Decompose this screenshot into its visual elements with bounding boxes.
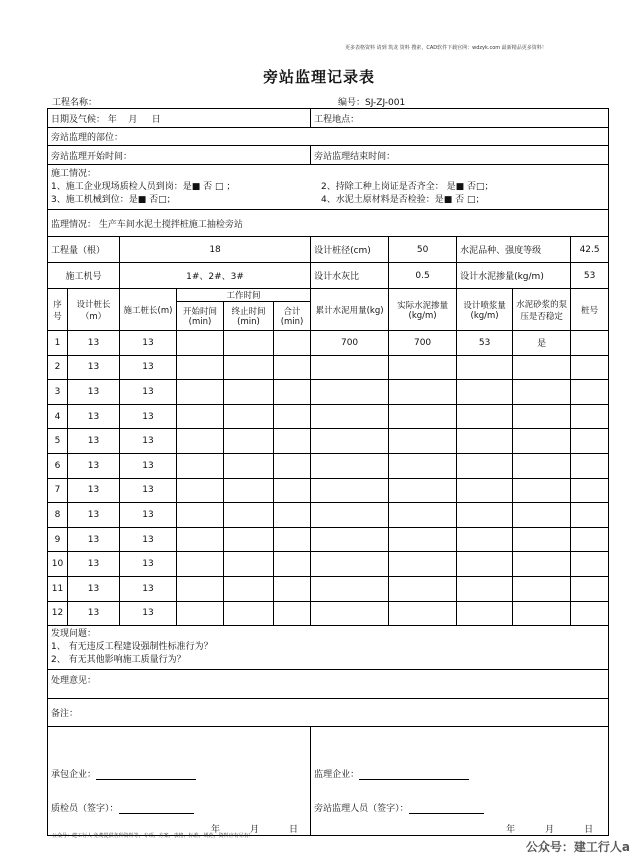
- cell-design: 13: [68, 503, 120, 528]
- cell-spray: [457, 355, 513, 380]
- table-row: [48, 552, 609, 577]
- cell-cum: [311, 453, 389, 478]
- table-row: [48, 404, 609, 429]
- cell-stable: [513, 576, 571, 601]
- table-row: [48, 453, 609, 478]
- table-row: [48, 331, 609, 356]
- cell-actual: [389, 380, 457, 405]
- cell-pile: [571, 453, 609, 478]
- cell-start: [177, 503, 224, 528]
- wc-ratio-label: 设计水灰比: [311, 263, 389, 289]
- cell-seq: 11: [48, 576, 68, 601]
- cell-start: [177, 552, 224, 577]
- cell-spray: [457, 429, 513, 454]
- cell-pile: [571, 404, 609, 429]
- col-pump-pressure: 水泥砂浆的泵压是否稳定: [513, 289, 571, 331]
- cell-cum: [311, 552, 389, 577]
- cell-total: [274, 527, 311, 552]
- start-time-cell: 旁站监理开始时间：: [48, 146, 311, 165]
- machine-value: 1#、2#、3#: [120, 263, 311, 289]
- cell-pile: [571, 527, 609, 552]
- cell-actual: [389, 429, 457, 454]
- cell-design: 13: [68, 478, 120, 503]
- cell-stable: [513, 478, 571, 503]
- cell-total: [274, 601, 311, 626]
- cell-start: [177, 576, 224, 601]
- date-weather-cell: 日期及气候： 年 月 日: [48, 109, 311, 128]
- cell-total: [274, 503, 311, 528]
- dosage-label: 设计水泥掺量(kg/m): [457, 263, 571, 289]
- cell-total: [274, 331, 311, 356]
- cell-end: [224, 552, 274, 577]
- cell-built: 13: [120, 478, 177, 503]
- cell-cum: [311, 404, 389, 429]
- cell-actual: [389, 552, 457, 577]
- cell-seq: 8: [48, 503, 68, 528]
- cell-seq: 12: [48, 601, 68, 626]
- cell-end: [224, 331, 274, 356]
- cell-total: [274, 478, 311, 503]
- supervisor-sign-cell: 监理企业： 旁站监理人员（签字）： 年 月 日: [311, 727, 609, 836]
- cell-end: [224, 527, 274, 552]
- cell-spray: [457, 404, 513, 429]
- cell-cum: [311, 478, 389, 503]
- cell-stable: [513, 601, 571, 626]
- cell-start: [177, 478, 224, 503]
- cell-built: 13: [120, 576, 177, 601]
- cell-seq: 4: [48, 404, 68, 429]
- construction-status-cell: 施工情况： 1、施工企业现场质检人员到岗：是■ 否 □ ； 2、持除工种上岗证是否齐全： 是■ 否□； 3、施工机械到位：是■ 否□； 4、水泥土原材料是否检验：是■ 否 □；: [48, 165, 609, 210]
- footer-note: 公众号：建工行人 免费提供各种资料等，专项、方案、表格、标准、规范、资料应有尽有！: [52, 833, 254, 839]
- cell-total: [274, 552, 311, 577]
- location-cell: 工程地点：: [311, 109, 609, 128]
- cell-start: [177, 355, 224, 380]
- cell-pile: [571, 601, 609, 626]
- cell-spray: [457, 503, 513, 528]
- document-title: 旁站监理记录表: [262, 68, 375, 86]
- col-design-length: 设计桩长（m）: [68, 289, 120, 331]
- diameter-label: 设计桩径(cm): [311, 237, 389, 263]
- project-name-label: 工程名称：: [52, 98, 98, 108]
- col-design-spray: 设计喷浆量(kg/m): [457, 289, 513, 331]
- number-label: 编号：: [338, 98, 366, 108]
- cell-cum: [311, 503, 389, 528]
- table-row: [48, 478, 609, 503]
- cell-seq: 9: [48, 527, 68, 552]
- cell-end: [224, 404, 274, 429]
- cell-stable: 是: [513, 331, 571, 356]
- table-row: [48, 601, 609, 626]
- col-built-length: 施工桩长(m): [120, 289, 177, 331]
- supervisor-org-sign-line: [359, 779, 469, 780]
- record-table: [47, 108, 609, 836]
- cell-total: [274, 380, 311, 405]
- cell-design: 13: [68, 355, 120, 380]
- cell-design: 13: [68, 527, 120, 552]
- cell-built: 13: [120, 552, 177, 577]
- cell-actual: [389, 601, 457, 626]
- cell-cum: [311, 527, 389, 552]
- cell-actual: [389, 453, 457, 478]
- cell-built: 13: [120, 453, 177, 478]
- col-total-time: 合计(min): [274, 302, 311, 331]
- cell-total: [274, 453, 311, 478]
- cell-cum: [311, 576, 389, 601]
- quantity-value: 18: [120, 237, 311, 263]
- cell-design: 13: [68, 552, 120, 577]
- cell-spray: [457, 380, 513, 405]
- data-rows: [48, 331, 609, 626]
- number-field: [338, 95, 405, 108]
- col-seq: 序号: [48, 289, 68, 331]
- cell-cum: [311, 429, 389, 454]
- cell-actual: [389, 404, 457, 429]
- cell-stable: [513, 380, 571, 405]
- top-note: 更多表格资料 请到 筑龙 资料 搜索，CAD软件下载官网：wdzyk.com 最新精品更多资料！: [345, 45, 547, 51]
- supervisor-sign-line: [409, 813, 484, 814]
- cell-cum: [311, 601, 389, 626]
- cell-cum: [311, 355, 389, 380]
- cell-pile: [571, 380, 609, 405]
- cell-end: [224, 478, 274, 503]
- cell-pile: [571, 429, 609, 454]
- cell-pile: [571, 576, 609, 601]
- cell-built: 13: [120, 404, 177, 429]
- cell-built: 13: [120, 527, 177, 552]
- contractor-sign-cell: 承包企业： 质检员（签字）： 年 月 日: [48, 727, 311, 836]
- wc-ratio-value: 0.5: [389, 263, 457, 289]
- dosage-value: 53: [571, 263, 609, 289]
- diameter-value: 50: [389, 237, 457, 263]
- cell-start: [177, 453, 224, 478]
- cell-actual: [389, 503, 457, 528]
- cell-cum: 700: [311, 331, 389, 356]
- col-cumulative-cement: 累计水泥用量(kg): [311, 289, 389, 331]
- number-value: SJ-ZJ-001: [365, 98, 406, 108]
- cell-start: [177, 527, 224, 552]
- cell-built: 13: [120, 429, 177, 454]
- cell-design: 13: [68, 404, 120, 429]
- cell-spray: 53: [457, 331, 513, 356]
- cell-spray: [457, 552, 513, 577]
- contractor-sign-line: [96, 779, 196, 780]
- cell-built: 13: [120, 503, 177, 528]
- cell-stable: [513, 404, 571, 429]
- cell-stable: [513, 527, 571, 552]
- cement-grade-value: 42.5: [571, 237, 609, 263]
- cell-end: [224, 453, 274, 478]
- cell-pile: [571, 478, 609, 503]
- table-row: [48, 527, 609, 552]
- cell-seq: 7: [48, 478, 68, 503]
- cell-end: [224, 355, 274, 380]
- cell-pile: [571, 355, 609, 380]
- remarks-cell: 备注：: [48, 699, 609, 727]
- cell-actual: [389, 478, 457, 503]
- cell-start: [177, 601, 224, 626]
- cell-stable: [513, 503, 571, 528]
- table-row: [48, 576, 609, 601]
- cell-end: [224, 503, 274, 528]
- cell-spray: [457, 527, 513, 552]
- table-row: [48, 429, 609, 454]
- cell-start: [177, 429, 224, 454]
- cell-end: [224, 429, 274, 454]
- opinion-cell: 处理意见：: [48, 670, 609, 699]
- cell-spray: [457, 478, 513, 503]
- cell-pile: [571, 552, 609, 577]
- end-time-cell: 旁站监理结束时间：: [311, 146, 609, 165]
- cell-seq: 1: [48, 331, 68, 356]
- supervised-part-cell: 旁站监理的部位：: [48, 128, 609, 146]
- table-row: [48, 503, 609, 528]
- cell-design: 13: [68, 331, 120, 356]
- cell-total: [274, 576, 311, 601]
- cell-actual: [389, 527, 457, 552]
- col-start-time: 开始时间(min): [177, 302, 224, 331]
- cell-pile: [571, 331, 609, 356]
- cell-stable: [513, 453, 571, 478]
- table-row: [48, 380, 609, 405]
- cell-design: 13: [68, 453, 120, 478]
- inspector-sign-line: [119, 813, 194, 814]
- cell-total: [274, 404, 311, 429]
- cell-start: [177, 404, 224, 429]
- cell-spray: [457, 453, 513, 478]
- cell-actual: 700: [389, 331, 457, 356]
- col-end-time: 终止时间(min): [224, 302, 274, 331]
- supervision-status-cell: 监理情况： 生产车间水泥土搅拌桩施工抽检旁站: [48, 210, 609, 237]
- cell-spray: [457, 601, 513, 626]
- cell-total: [274, 355, 311, 380]
- cell-stable: [513, 355, 571, 380]
- cell-built: 13: [120, 331, 177, 356]
- col-actual-cement: 实际水泥掺量(kg/m): [389, 289, 457, 331]
- col-pile-number: 桩号: [571, 289, 609, 331]
- cell-pile: [571, 503, 609, 528]
- cell-built: 13: [120, 355, 177, 380]
- table-row: [48, 355, 609, 380]
- cell-actual: [389, 355, 457, 380]
- cell-seq: 6: [48, 453, 68, 478]
- cell-stable: [513, 552, 571, 577]
- cell-cum: [311, 380, 389, 405]
- cell-design: 13: [68, 380, 120, 405]
- cell-design: 13: [68, 601, 120, 626]
- cell-end: [224, 576, 274, 601]
- cell-end: [224, 380, 274, 405]
- cement-grade-label: 水泥品种、强度等级: [457, 237, 571, 263]
- cell-end: [224, 601, 274, 626]
- cell-seq: 3: [48, 380, 68, 405]
- machine-label: 施工机号: [48, 263, 120, 289]
- cell-built: 13: [120, 380, 177, 405]
- cell-seq: 2: [48, 355, 68, 380]
- cell-design: 13: [68, 429, 120, 454]
- quantity-label: 工程量（根）: [48, 237, 120, 263]
- cell-stable: [513, 429, 571, 454]
- cell-built: 13: [120, 601, 177, 626]
- cell-seq: 5: [48, 429, 68, 454]
- cell-seq: 10: [48, 552, 68, 577]
- cell-start: [177, 331, 224, 356]
- cell-design: 13: [68, 576, 120, 601]
- problems-cell: 发现问题： 1、 有无违反工程建设强制性标准行为？ 2、 有无其他影响施工质量行为？: [48, 626, 609, 670]
- cell-start: [177, 380, 224, 405]
- col-work-time: 工作时间: [177, 289, 311, 302]
- watermark: 公众号：建工行人a: [525, 840, 630, 854]
- cell-total: [274, 429, 311, 454]
- cell-spray: [457, 576, 513, 601]
- cell-actual: [389, 576, 457, 601]
